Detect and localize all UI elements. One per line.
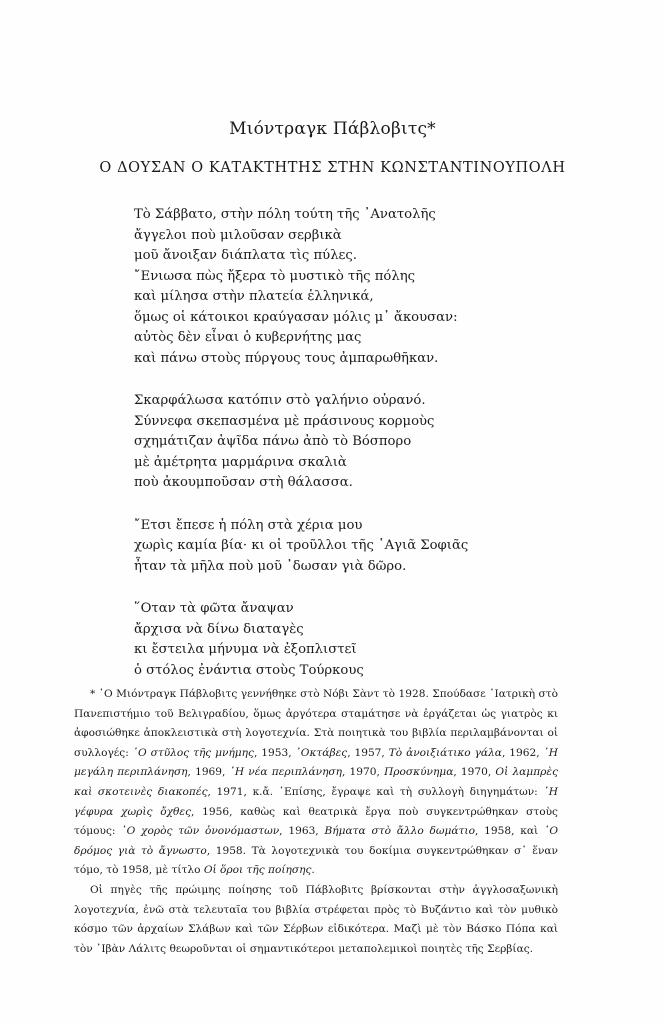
footnote-text: , 1969, bbox=[187, 766, 230, 779]
book-title-italic: ᾿Οκτάβες bbox=[295, 746, 348, 759]
poem-line: σχημάτιζαν ἁψῖδα πάνω ἀπὸ τὸ Βόσπορο bbox=[134, 434, 412, 449]
footnote-text: , 1957, bbox=[347, 746, 389, 759]
book-title-italic: ῾Ο στῦλος τῆς μνήμης bbox=[132, 746, 254, 759]
stanza-4 bbox=[134, 599, 574, 681]
poem-line: ὅμως οἱ κάτοικοι κραύγασαν μόλις μ᾿ ἄκουσαν: bbox=[134, 309, 458, 325]
footnote-biography bbox=[74, 685, 558, 881]
stanza-3 bbox=[134, 516, 574, 578]
poem-line: ῎Ετσι ἔπεσε ἡ πόλη στὰ χέρια μου bbox=[134, 517, 363, 533]
book-title-italic: ῾Η νέα περιπλάνηση bbox=[229, 766, 342, 779]
footnote-influences: Οἱ πηγὲς τῆς πρώιμης ποίησης τοῦ Πάβλοβιτς βρίσκονται στὴν ἀγγλοσαξωνικὴ λογοτεχνία, ἐνῶ στὰ τελευταῖα του βιβλία στρέφεται πρὸς τὸ Βυζάντιο καὶ τὸν μυθικὸ κόσμο τῶν ἀρχαίων Σλάβων καὶ τῶν Σέρβων εἰδικότερα. Μαζὶ μὲ τὸν Βάσκο Πόπα καὶ τὸν ᾿Ιβὰν Λάλιτς θεωροῦνται οἱ σημαντικότεροι μεταπολεμικοὶ ποιητὲς τῆς Σερβίας. bbox=[74, 883, 558, 955]
book-title-italic: Οἱ λαμπρὲς καὶ σκοτεινὲς διακοπές bbox=[74, 766, 559, 798]
poem-line: κι ἔστειλα μήνυμα νὰ ἐξοπλιστεῖ bbox=[134, 642, 357, 657]
footnote-text: , 1970, bbox=[342, 766, 385, 779]
book-title-italic: ῾Ο χορὸς τῶν ὀνονόμαστων bbox=[121, 825, 280, 838]
poem-line: ὁ στόλος ἐνάντια στοὺς Τούρκους bbox=[134, 662, 364, 678]
footnote-text: , 1963, bbox=[279, 825, 325, 838]
book-title-italic: Προσκύνημα bbox=[384, 766, 454, 779]
footnote-text: . bbox=[311, 864, 315, 877]
poem-line: Τὸ Σάββατο, στὴν πόλη τούτη τῆς ᾿Ανατολῆς bbox=[134, 207, 436, 222]
poem-line: ἦταν τὰ μῆλα ποὺ μοῦ ᾿δωσαν γιὰ δῶρο. bbox=[134, 558, 407, 574]
book-title-italic: ῾Η μεγάλη περιπλάνηση bbox=[74, 746, 559, 779]
book-title-italic: ῾Η γέφυρα χωρὶς ὄχθες bbox=[74, 785, 558, 818]
poem-line: καὶ πάνω στοὺς πύργους τους ἀμπαρωθῆκαν. bbox=[134, 350, 439, 366]
stanza-2 bbox=[134, 391, 574, 494]
footnote-text: , 1956, καθὼς καὶ θεατρικὰ ἔργα ποὺ συγκεντρώθηκαν στοὺς τόμους: bbox=[74, 805, 558, 838]
poem-line: ῎Ενιωσα πὼς ἤξερα τὸ μυστικὸ τῆς πόλης bbox=[134, 268, 415, 284]
poem-line: αὐτὸς δὲν εἶναι ὁ κυβερνήτης μας bbox=[134, 330, 362, 345]
poem-title: Ο ΔΟΥΣΑΝ Ο ΚΑΤΑΚΤΗΤΗΣ ΣΤΗΝ ΚΩΝΣΤΑΝΤΙΝΟΥΠΟΛΗ bbox=[99, 160, 566, 176]
stanza-1 bbox=[134, 205, 574, 369]
book-title-italic: Τὸ ἀνοιξιάτικο γάλα bbox=[388, 746, 502, 759]
author-heading: Μιόντραγκ Πάβλοβιτς* bbox=[229, 119, 436, 139]
author-footnote bbox=[74, 685, 558, 959]
poem-line: καὶ μίλησα στὴν πλατεία ἑλληνικά, bbox=[134, 289, 374, 304]
footnote-text: , 1958, καὶ bbox=[474, 825, 545, 838]
poem-line: Σύννεφα σκεπασμένα μὲ πράσινους κορμοὺς bbox=[134, 413, 435, 429]
book-title-italic: Βήματα στὸ ἄλλο δωμάτιο bbox=[324, 825, 475, 838]
footnote-text: , 1962, bbox=[501, 746, 544, 759]
book-title-italic: Οἱ ὅροι τῆς ποίησης bbox=[203, 864, 312, 877]
poem-body bbox=[134, 205, 574, 703]
poem-line: μοῦ ἄνοιξαν διάπλατα τὶς πύλες. bbox=[134, 248, 357, 263]
footnote-text: , 1958. Τὰ λογοτεχνικὰ του δοκίμια συγκεντρώθηκαν σ᾿ ἕναν τόμο, τὸ 1958, μὲ τίτλο bbox=[74, 844, 558, 877]
poem-line: ἄρχισα νὰ δίνω διαταγὲς bbox=[134, 621, 304, 637]
footnote-text: , 1970, bbox=[453, 766, 496, 779]
footnote-text: , 1953, bbox=[253, 746, 296, 759]
poem-line: ποὺ ἀκουμποῦσαν στὴ θάλασσα. bbox=[134, 475, 353, 490]
poem-line: χωρὶς καμία βία· κι οἱ τροῦλλοι τῆς ῾Αγιᾶ Σοφιᾶς bbox=[134, 538, 469, 553]
poem-line: μὲ ἀμέτρητα μαρμάρινα σκαλιὰ bbox=[134, 454, 347, 470]
poem-line: ῞Οταν τὰ φῶτα ἄναψαν bbox=[134, 601, 294, 616]
footnote-text: , 1971, κ.ἄ. ᾿Επίσης, ἔγραψε καὶ τὴ συλλογὴ διηγημάτων: bbox=[207, 785, 544, 798]
book-title-italic: ῾Ο δρόμος γιὰ τὸ ἄγνωστο bbox=[74, 825, 558, 857]
poem-line: ἄγγελοι ποὺ μιλοῦσαν σερβικὰ bbox=[134, 227, 342, 243]
footnote-text: * ῾Ο Μιόντραγκ Πάβλοβιτς γεννήθηκε στὸ Νόβι Σὰντ τὸ 1928. Σπούδασε ᾿Ιατρικὴ στὸ Πανεπιστήμιο τοῦ Βελιγραδίου, ὅμως ἀργότερα σταμάτησε νὰ ἐργάζεται ὡς γιατρὸς κι ἀφοσιώθηκε ἀποκλειστικὰ στὴ λογοτεχνία. Στὰ ποιητικὰ του βιβλία περιλαμβάνονται οἱ συλλογές: bbox=[74, 688, 558, 759]
poem-line: Σκαρφάλωσα κατόπιν στὸ γαλήνιο οὐρανό. bbox=[134, 393, 426, 408]
